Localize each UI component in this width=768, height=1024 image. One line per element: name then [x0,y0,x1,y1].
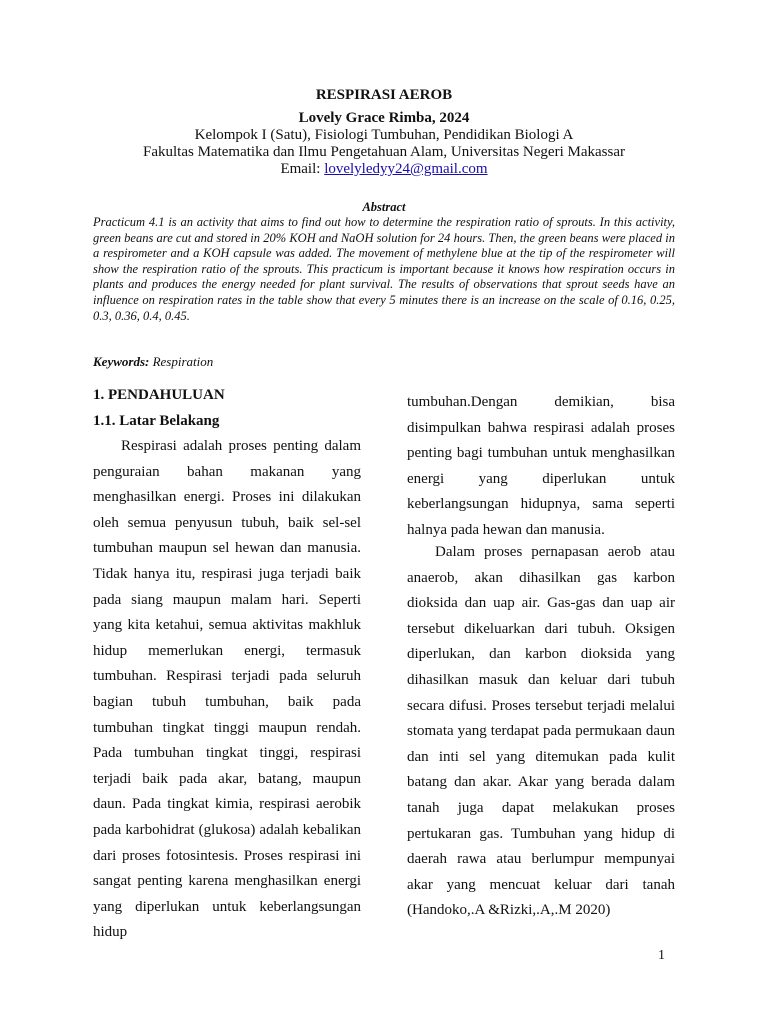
abstract-text: Practicum 4.1 is an activity that aims to find out how to determine the respiration ratio of sprouts. In this activity, green beans are cut and stored in 20% KOH and NaOH solution for 24 hours. Then, the green beans were placed in a respirometer and a KOH capsule was added. The movement of methylene blue at the tip of the respirometer will show the respiration ratio of the sprouts. This practicum is important because it knows how respiration occurs in plants and produces the energy needed for plant survival. The results of observations that sprout seeds have an influence on respiration rates in the table show that every 5 minutes there is an increase on the scale of 0.16, 0.25, 0.3, 0.36, 0.4, 0.45. [93,215,675,323]
body-paragraph-right-1: tumbuhan.Dengan demikian, bisa disimpulkan bahwa respirasi adalah proses penting bagi tumbuhan untuk menghasilkan energi yang diperlukan untuk keberlangsungan hidupnya, sama seperti halnya pada hewan dan manusia. [407,394,675,538]
body-paragraph-left: Respirasi adalah proses penting dalam penguraian bahan makanan yang menghasilkan energi. Proses ini dilakukan oleh semua penyusun tubuh, baik sel-sel tumbuhan maupun sel hewan dan manusia. Tidak hanya itu, respirasi juga terjadi baik pada siang maupun malam hari. Seperti yang kita ketahui, semua aktivitas makhluk hidup memerlukan energi, termasuk tumbuhan. Respirasi terjadi pada seluruh bagian tubuh tumbuhan, baik pada tumbuhan tingkat tinggi maupun rendah. Pada tumbuhan tingkat tinggi, respirasi terjadi baik pada akar, batang, maupun daun. Pada tingkat kimia, respirasi aerobik pada karbohidrat (glukosa) adalah kebalikan dari proses fotosintesis. Proses respirasi ini sangat penting karena menghasilkan energi yang diperlukan untuk keberlangsungan hidup [93,438,361,941]
affiliation-group: Kelompok I (Satu), Fisiologi Tumbuhan, Pendidikan Biologi A [194,127,574,143]
subsection-heading: 1.1. Latar Belakang [93,413,220,429]
affiliation-university: Fakultas Matematika dan Ilmu Pengetahuan Alam, Universitas Negeri Makassar [143,144,625,160]
keywords-label: Keywords: [93,354,150,369]
keywords-value: Respiration [149,354,214,369]
abstract-heading: Abstract [362,200,406,214]
email-link[interactable]: lovelyledyy24@gmail.com [324,161,488,177]
paper-title: RESPIRASI AEROB [315,87,453,103]
author-line: Lovely Grace Rimba, 2024 [298,110,470,126]
email-line [0,161,768,178]
email-label: Email: [280,161,325,177]
page-number: 1 [658,948,665,963]
section-heading: 1. PENDAHULUAN [93,387,225,403]
keywords-line [93,354,213,370]
body-paragraph-right-2: Dalam proses pernapasan aerob atau anaerob, akan dihasilkan gas karbon dioksida dan uap air. Gas-gas dan uap air tersebut dikeluarkan dari tubuh. Oksigen diperlukan, dan karbon dioksida yang dihasilkan masuk dan keluar dari tubuh secara difusi. Proses tersebut terjadi melalui stomata yang terdapat pada permukaan daun dan inti sel yang ditemukan pada kulit batang dan akar. Akar yang berada dalam tanah juga dapat melakukan proses pertukaran gas. Tumbuhan yang hidup di daerah rawa atau berlumpur mempunyai akar yang mencuat keluar dari tanah (Handoko,.A &Rizki,.A,.M 2020) [407,544,675,919]
